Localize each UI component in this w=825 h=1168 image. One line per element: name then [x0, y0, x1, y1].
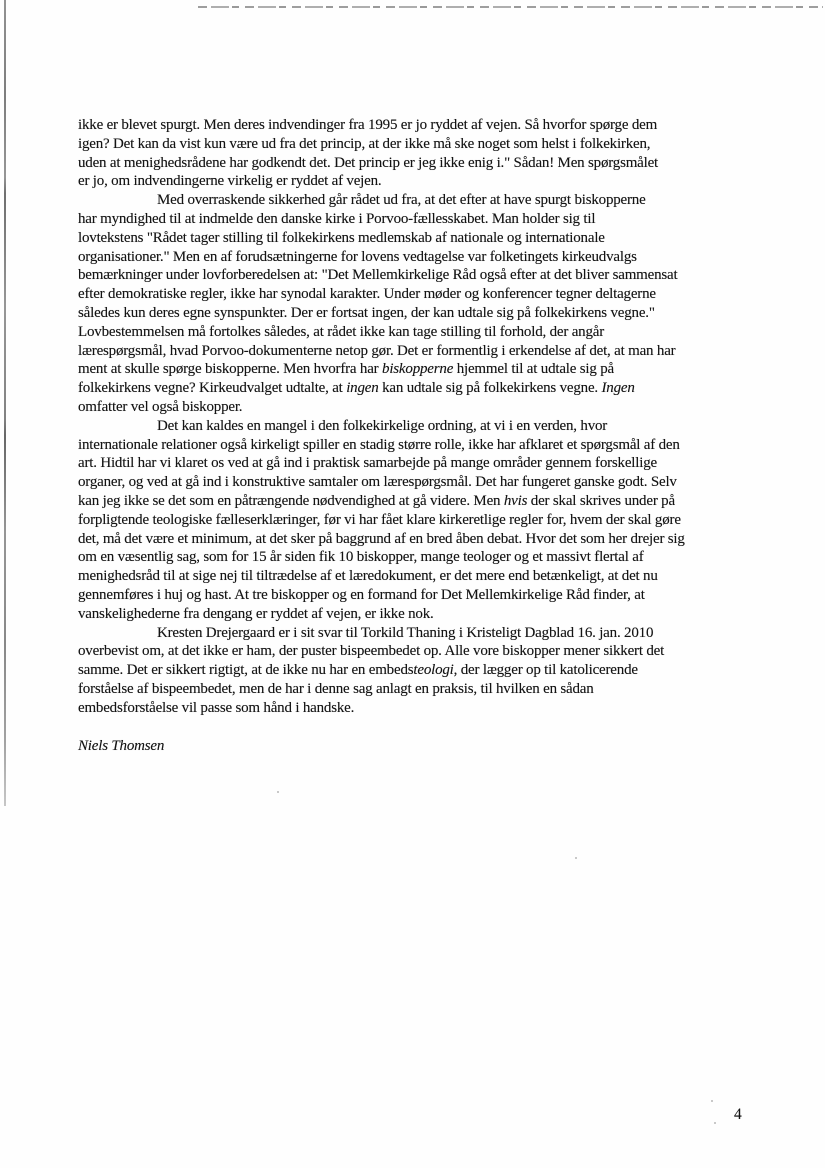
text-line: om en væsentlig sag, som for 15 år siden fik 10 biskopper, mange teologer og et massivt flertal af: [78, 549, 644, 566]
text-line: gennemføres i huj og hast. At tre biskopper og en formand for Det Mellemkirkelige Råd finder, at: [78, 586, 645, 603]
text-line: således kun deres egne synspunkter. Der er fortsat ingen, der kan udtale sig på folkekirkens vegne.": [78, 304, 655, 321]
text-line: internationale relationer også kirkeligt spiller en stadig større rolle, ikke har afklaret et spørgsmål af den: [78, 436, 680, 453]
italic-text: ingen: [346, 380, 379, 397]
page-number: 4: [734, 1106, 742, 1123]
italic-text: biskopperne: [382, 361, 454, 378]
italic-text: Ingen: [601, 380, 635, 397]
text-line: ment at skulle spørge biskopperne. Men hvorfra har biskopperne hjemmel til at udtale sig på: [78, 361, 614, 378]
italic-text: hvis: [503, 492, 528, 509]
text-line: efter demokratiske regler, ikke har synodal karakter. Under møder og konferencer tegner deltagerne: [78, 286, 656, 303]
text-line: forståelse af bispeembedet, men de har i denne sag anlagt en praksis, til hvilken en sådan: [78, 680, 594, 697]
scan-speck: [277, 791, 279, 793]
text-line: lovtekstens "Rådet tager stilling til folkekirkens medlemskab af nationale og internationale: [78, 229, 605, 246]
text-line: har myndighed til at indmelde den danske kirke i Porvoo-fællesskabet. Man holder sig til: [78, 210, 596, 227]
scan-speck: [711, 1100, 713, 1102]
scan-speck: [714, 1122, 716, 1124]
scan-speck: [575, 857, 577, 859]
text-line: ikke er blevet spurgt. Men deres indvendinger fra 1995 er jo ryddet af vejen. Så hvorfor spørge dem: [78, 117, 658, 133]
text-line: organisationer." Men en af forudsætningerne for lovens vedtagelse var folketingets kirkeudvalgs: [78, 248, 637, 265]
text-line: Med overraskende sikkerhed går rådet ud fra, at det efter at have spurgt biskopperne: [157, 192, 646, 209]
italic-text: teologi: [413, 662, 454, 679]
text-line: Det kan kaldes en mangel i den folkekirkelige ordning, at vi i en verden, hvor: [157, 417, 608, 434]
text-line: omfatter vel også biskopper.: [78, 398, 243, 415]
scan-artifact-left-streak: [4, 0, 6, 806]
text-line: folkekirkens vegne? Kirkeudvalget udtalte, at ingen kan udtale sig på folkekirkens vegne. Ingen: [78, 380, 635, 397]
paragraph-lines: [78, 116, 772, 718]
text-line: kan jeg ikke se det som en påtrængende nødvendighed at gå videre. Men hvis der skal skrives under på: [78, 492, 675, 509]
text-line: lærespørgsmål, hvad Porvoo-dokumenterne netop gør. Det er formentlig i erkendelse af det, at man har: [78, 342, 676, 359]
text-line: samme. Det er sikkert rigtigt, at de ikke nu har en embedsteologi, der lægger op til katolicerende: [78, 662, 638, 679]
text-line: igen? Det kan da vist kun være ud fra det princip, at der ikke må ske noget som helst i folkekirken,: [78, 135, 651, 152]
text-line: bemærkninger under lovforberedelsen at: "Det Mellemkirkelige Råd også efter at det bliver sammensat: [78, 267, 678, 284]
text-line: det, må det være et minimum, at det sker på baggrund af en bred åben debat. Hvor det som her drejer sig: [78, 530, 685, 547]
scan-artifact-top-dashed-line: [198, 6, 823, 8]
text-line: er jo, om indvendingerne virkelig er ryddet af vejen.: [78, 173, 382, 190]
text-line: Lovbestemmelsen må fortolkes således, at rådet ikke kan tage stilling til forhold, der angår: [78, 323, 605, 340]
text-line: overbevist om, at det ikke er ham, der puster bispeembedet op. Alle vore biskopper mener sikkert det: [78, 643, 665, 660]
text-line: menighedsråd til at sige nej til tiltrædelse af et læredokument, er det mere end betænkeligt, at det nu: [78, 568, 658, 585]
text-line: vanskelighederne fra dengang er ryddet af vejen, er ikke nok.: [78, 605, 434, 622]
text-line: uden at menighedsrådene har godkendt det. Det princip er jeg ikke enig i." Sådan! Men spørgsmålet: [78, 154, 659, 171]
text-line: art. Hidtil har vi klaret os ved at gå ind i praktisk samarbejde på mange områder gennem forskellige: [78, 455, 657, 472]
signature: Niels Thomsen: [78, 737, 165, 754]
text-line: Kresten Drejergaard er i sit svar til Torkild Thaning i Kristeligt Dagblad 16. jan. 2010: [157, 624, 654, 641]
document-body: [78, 116, 772, 755]
text-line: embedsforståelse vil passe som hånd i handske.: [78, 699, 355, 716]
text-line: organer, og ved at gå ind i konstruktive samtaler om lærespørgsmål. Det har fungeret ganske godt. Selv: [78, 474, 677, 491]
text-line: forpligtende teologiske fælleserklæringer, før vi har fået klare kirkeretlige regler for, hvem der skal gøre: [78, 511, 681, 528]
